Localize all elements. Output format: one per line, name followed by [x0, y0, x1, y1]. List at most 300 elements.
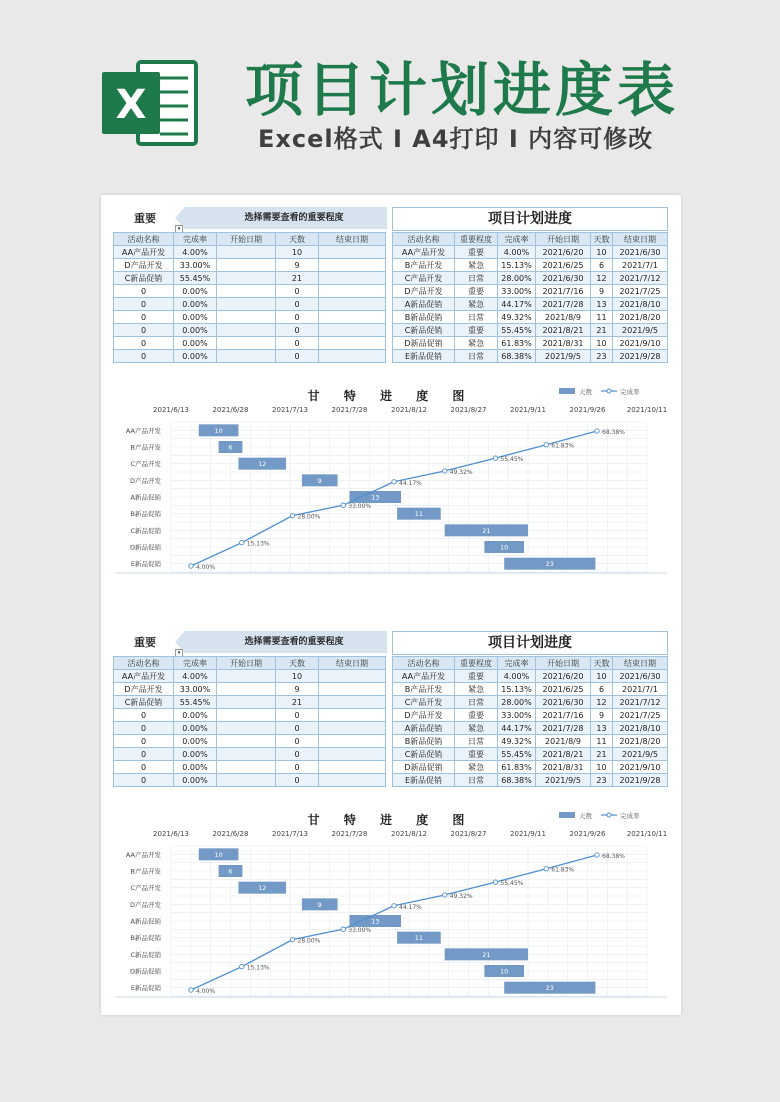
table-cell[interactable]: 2021/8/10 [613, 298, 668, 311]
table-cell[interactable]: 0 [276, 722, 319, 735]
table-cell[interactable]: 2021/6/25 [536, 259, 591, 272]
table-cell[interactable]: 0 [114, 722, 174, 735]
table-cell[interactable]: 55.45% [498, 324, 536, 337]
table-cell[interactable]: C新品促销 [114, 696, 174, 709]
table-cell[interactable]: 33.00% [498, 285, 536, 298]
table-cell[interactable] [319, 709, 386, 722]
table-cell[interactable] [217, 272, 276, 285]
table-cell[interactable]: 2021/7/28 [536, 298, 591, 311]
table-cell[interactable]: B新品促销 [393, 735, 455, 748]
table-cell[interactable]: A新品促销 [393, 722, 455, 735]
x-tick-label: 2021/6/13 [153, 406, 189, 414]
table-row [114, 324, 386, 337]
gantt-bar-days-label: 23 [545, 984, 554, 993]
table-row [114, 285, 386, 298]
table-cell[interactable] [319, 324, 386, 337]
column-header: 开始日期 [217, 657, 276, 670]
table-cell[interactable]: 0.00% [174, 311, 217, 324]
table-cell[interactable]: 重要 [455, 324, 498, 337]
y-category-label: C产品开发 [130, 884, 161, 893]
table-cell[interactable]: 0 [114, 761, 174, 774]
table-cell[interactable] [217, 298, 276, 311]
table-cell[interactable]: 15.13% [498, 683, 536, 696]
page-title: 项目计划进度表 [245, 56, 680, 124]
completion-label: 33.00% [348, 503, 372, 511]
table-cell[interactable]: 2021/8/20 [613, 735, 668, 748]
table-cell[interactable]: 21 [591, 748, 613, 761]
table-cell[interactable] [217, 774, 276, 787]
table-cell[interactable]: 2021/6/30 [536, 272, 591, 285]
table-cell[interactable]: AA产品开发 [393, 670, 455, 683]
table-cell[interactable] [217, 735, 276, 748]
table-cell[interactable]: 0 [276, 761, 319, 774]
table-cell[interactable] [217, 696, 276, 709]
table-cell[interactable]: 0.00% [174, 298, 217, 311]
table-cell[interactable]: 0 [114, 324, 174, 337]
table-cell[interactable]: 重要 [455, 246, 498, 259]
table-cell[interactable]: 55.45% [174, 272, 217, 285]
selector-banner-text: 选择需要查看的重要程度 [244, 637, 344, 647]
table-row [393, 761, 668, 774]
table-cell[interactable]: 9 [276, 259, 319, 272]
column-header: 结束日期 [613, 657, 668, 670]
page-subtitle: Excel格式 I A4打印 I 内容可修改 [258, 125, 654, 153]
completion-label: 4.00% [196, 988, 216, 995]
table-cell[interactable]: D新品促销 [393, 337, 455, 350]
table-cell[interactable]: 0.00% [174, 748, 217, 761]
table-cell[interactable]: 0 [114, 285, 174, 298]
table-cell[interactable]: 33.00% [174, 259, 217, 272]
table-cell[interactable] [319, 761, 386, 774]
table-cell[interactable]: 紧急 [455, 259, 498, 272]
table-row [114, 259, 386, 272]
y-category-label: C新品促销 [130, 950, 161, 959]
table-cell[interactable]: 2021/9/10 [613, 337, 668, 350]
completion-point [392, 904, 396, 908]
table-cell[interactable]: D产品开发 [114, 683, 174, 696]
selector-banner-text: 选择需要查看的重要程度 [244, 213, 344, 223]
table-cell[interactable]: 2021/8/31 [536, 761, 591, 774]
table-cell[interactable] [319, 298, 386, 311]
completion-label: 55.45% [500, 880, 524, 888]
table-cell[interactable]: 33.00% [498, 709, 536, 722]
table-cell[interactable] [319, 774, 386, 787]
table-cell[interactable] [319, 748, 386, 761]
table-cell[interactable] [319, 735, 386, 748]
table-cell[interactable]: 2021/6/20 [536, 246, 591, 259]
completion-label: 15.13% [246, 540, 270, 548]
y-category-label: D新品促销 [129, 543, 161, 552]
table-cell[interactable]: 重要 [455, 285, 498, 298]
table-cell[interactable]: 2021/7/12 [613, 272, 668, 285]
table-cell[interactable]: 44.17% [498, 722, 536, 735]
table-cell[interactable]: 紧急 [455, 683, 498, 696]
table-cell[interactable]: 49.32% [498, 735, 536, 748]
table-cell[interactable]: 28.00% [498, 696, 536, 709]
table-cell[interactable] [319, 696, 386, 709]
table-row [393, 285, 668, 298]
table-cell[interactable]: 2021/8/10 [613, 722, 668, 735]
y-category-label: B新品促销 [130, 934, 161, 943]
table-cell[interactable]: 2021/8/9 [536, 311, 591, 324]
table-cell[interactable]: 15.13% [498, 259, 536, 272]
logo-letter: X [115, 82, 147, 128]
completion-label: 33.00% [348, 927, 372, 935]
table-cell[interactable]: 2021/7/25 [613, 285, 668, 298]
completion-point [544, 867, 548, 871]
table-row [393, 670, 668, 683]
legend-bar-label: 天数 [579, 388, 592, 396]
table-cell[interactable]: 0 [276, 285, 319, 298]
table-cell[interactable]: 0 [276, 324, 319, 337]
table-cell[interactable]: 日常 [455, 774, 498, 787]
table-cell[interactable] [217, 285, 276, 298]
legend-bar-swatch [559, 388, 575, 394]
filtered-activity-table [113, 656, 386, 787]
table-cell[interactable]: 2021/6/30 [613, 246, 668, 259]
table-cell[interactable]: 2021/7/25 [613, 709, 668, 722]
filtered-activity-table [113, 232, 386, 363]
table-cell[interactable]: 61.83% [498, 761, 536, 774]
table-cell[interactable]: AA产品开发 [114, 246, 174, 259]
column-header: 天数 [591, 657, 613, 670]
table-cell[interactable]: 9 [591, 285, 613, 298]
completion-point [544, 443, 548, 447]
table-cell[interactable]: 日常 [455, 311, 498, 324]
table-row [114, 761, 386, 774]
table-row [114, 272, 386, 285]
table-cell[interactable]: 33.00% [174, 683, 217, 696]
y-category-label: B产品开发 [130, 443, 161, 452]
table-row [393, 683, 668, 696]
table-cell[interactable]: E新品促销 [393, 350, 455, 363]
table-cell[interactable]: 10 [276, 670, 319, 683]
table-header-row [393, 233, 668, 246]
table-cell[interactable]: 0 [276, 735, 319, 748]
table-cell[interactable]: 4.00% [174, 670, 217, 683]
table-cell[interactable]: 0 [114, 735, 174, 748]
table-cell[interactable]: 重要 [455, 709, 498, 722]
table-cell[interactable]: 23 [591, 350, 613, 363]
table-cell[interactable]: 2021/9/5 [536, 350, 591, 363]
table-cell[interactable] [319, 246, 386, 259]
table-cell[interactable] [319, 259, 386, 272]
block-2 [101, 619, 681, 1019]
table-row [114, 298, 386, 311]
completion-point [595, 853, 599, 857]
table-cell[interactable]: 2021/6/30 [613, 670, 668, 683]
table-cell[interactable] [319, 350, 386, 363]
table-cell[interactable]: 0 [114, 709, 174, 722]
table-cell[interactable]: 0 [276, 311, 319, 324]
table-cell[interactable]: C新品促销 [393, 748, 455, 761]
table-cell[interactable]: 12 [591, 696, 613, 709]
table-cell[interactable] [217, 311, 276, 324]
table-cell[interactable]: 0 [114, 298, 174, 311]
table-cell[interactable]: 49.32% [498, 311, 536, 324]
table-cell[interactable]: 2021/7/28 [536, 722, 591, 735]
completion-label: 44.17% [399, 479, 422, 487]
completion-point [240, 540, 244, 544]
table-cell[interactable]: 0.00% [174, 774, 217, 787]
completion-point [443, 469, 447, 473]
legend-line-marker [607, 389, 611, 393]
table-cell[interactable]: 紧急 [455, 761, 498, 774]
table-cell[interactable]: 2021/8/21 [536, 748, 591, 761]
table-cell[interactable]: E新品促销 [393, 774, 455, 787]
table-cell[interactable]: A新品促销 [393, 298, 455, 311]
table-cell[interactable]: 23 [591, 774, 613, 787]
table-cell[interactable] [319, 285, 386, 298]
table-cell[interactable]: 44.17% [498, 298, 536, 311]
table-cell[interactable]: 10 [591, 246, 613, 259]
importance-dropdown[interactable]: ▾ [175, 225, 183, 233]
x-tick-label: 2021/10/11 [626, 406, 668, 414]
completion-point [290, 937, 294, 941]
table-cell[interactable]: 12 [591, 272, 613, 285]
table-cell[interactable]: C新品促销 [393, 324, 455, 337]
table-cell[interactable]: 4.00% [174, 246, 217, 259]
table-cell[interactable]: AA产品开发 [114, 670, 174, 683]
table-cell[interactable]: 0.00% [174, 709, 217, 722]
table-cell[interactable] [319, 337, 386, 350]
table-cell[interactable]: 6 [591, 259, 613, 272]
gantt-bar-days-label: 13 [371, 917, 380, 926]
table-cell[interactable] [217, 337, 276, 350]
table-cell[interactable]: 2021/8/9 [536, 735, 591, 748]
table-cell[interactable] [319, 683, 386, 696]
table-cell[interactable]: 21 [591, 324, 613, 337]
table-cell[interactable]: 2021/7/16 [536, 285, 591, 298]
table-cell[interactable]: 2021/9/5 [613, 324, 668, 337]
gantt-bar-days-label: 12 [258, 460, 267, 469]
column-header: 结束日期 [319, 233, 386, 246]
table-cell[interactable]: 0 [114, 337, 174, 350]
table-cell[interactable]: 13 [591, 722, 613, 735]
table-cell[interactable]: 55.45% [498, 748, 536, 761]
table-cell[interactable]: 2021/6/20 [536, 670, 591, 683]
table-cell[interactable]: 55.45% [174, 696, 217, 709]
table-cell[interactable] [217, 683, 276, 696]
table-cell[interactable]: 紧急 [455, 337, 498, 350]
table-cell[interactable]: 21 [276, 272, 319, 285]
table-cell[interactable]: 0 [114, 311, 174, 324]
table-cell[interactable]: 68.38% [498, 774, 536, 787]
table-cell[interactable]: 0.00% [174, 735, 217, 748]
table-row [393, 324, 668, 337]
table-cell[interactable]: 0 [276, 337, 319, 350]
table-cell[interactable] [217, 324, 276, 337]
completion-label: 55.45% [500, 456, 524, 464]
x-tick-label: 2021/10/11 [626, 830, 668, 838]
table-cell[interactable] [217, 748, 276, 761]
column-header: 完成率 [498, 233, 536, 246]
table-cell[interactable]: 4.00% [498, 670, 536, 683]
table-cell[interactable] [217, 670, 276, 683]
table-cell[interactable] [217, 709, 276, 722]
table-cell[interactable]: 0 [276, 350, 319, 363]
table-cell[interactable]: 2021/9/5 [613, 748, 668, 761]
table-cell[interactable]: 6 [591, 683, 613, 696]
completion-point [392, 480, 396, 484]
table-cell[interactable]: 0 [114, 350, 174, 363]
gantt-bar-days-label: 10 [500, 543, 509, 552]
table-cell[interactable] [319, 311, 386, 324]
table-cell[interactable]: C产品开发 [393, 696, 455, 709]
table-cell[interactable]: 2021/6/30 [536, 696, 591, 709]
table-cell[interactable]: 0.00% [174, 285, 217, 298]
x-tick-label: 2021/8/12 [391, 406, 427, 414]
table-cell[interactable]: 2021/8/20 [613, 311, 668, 324]
table-cell[interactable]: AA产品开发 [393, 246, 455, 259]
table-cell[interactable]: 2021/7/16 [536, 709, 591, 722]
table-cell[interactable]: 日常 [455, 350, 498, 363]
column-header: 开始日期 [536, 657, 591, 670]
legend-bar-swatch [559, 812, 575, 818]
table-cell[interactable]: B新品促销 [393, 311, 455, 324]
table-cell[interactable]: 10 [276, 246, 319, 259]
table-row [114, 670, 386, 683]
table-cell[interactable]: 重要 [455, 748, 498, 761]
y-category-label: B新品促销 [130, 510, 161, 519]
x-tick-label: 2021/8/12 [391, 830, 427, 838]
table-cell[interactable] [217, 761, 276, 774]
gantt-bar-days-label: 11 [414, 934, 424, 943]
table-cell[interactable]: 2021/9/5 [536, 774, 591, 787]
table-cell[interactable]: B产品开发 [393, 683, 455, 696]
excel-logo-icon [100, 58, 200, 148]
column-header: 活动名称 [393, 233, 455, 246]
table-row [393, 722, 668, 735]
table-cell[interactable]: 日常 [455, 272, 498, 285]
table-cell[interactable]: C新品促销 [114, 272, 174, 285]
table-cell[interactable]: 10 [591, 761, 613, 774]
table-cell[interactable]: 11 [591, 735, 613, 748]
table-cell[interactable]: 9 [276, 683, 319, 696]
completion-label: 49.32% [449, 892, 473, 900]
table-cell[interactable]: 0.00% [174, 722, 217, 735]
table-cell[interactable]: C产品开发 [393, 272, 455, 285]
table-cell[interactable]: 2021/7/12 [613, 696, 668, 709]
table-cell[interactable]: 0.00% [174, 350, 217, 363]
x-tick-label: 2021/7/28 [331, 830, 368, 838]
y-category-label: AA产品开发 [125, 850, 161, 859]
table-cell[interactable]: 11 [591, 311, 613, 324]
table-cell[interactable]: 2021/9/28 [613, 774, 668, 787]
table-cell[interactable]: 0.00% [174, 337, 217, 350]
gantt-chart [101, 380, 681, 580]
table-cell[interactable]: 2021/7/1 [613, 259, 668, 272]
table-cell[interactable]: 4.00% [498, 246, 536, 259]
table-cell[interactable]: 28.00% [498, 272, 536, 285]
column-header: 重要程度 [455, 233, 498, 246]
block-1 [101, 195, 681, 595]
table-cell[interactable] [217, 350, 276, 363]
table-cell[interactable]: 0.00% [174, 324, 217, 337]
y-category-label: AA产品开发 [125, 426, 161, 435]
table-row [114, 246, 386, 259]
table-cell[interactable]: 0 [114, 748, 174, 761]
table-cell[interactable]: 紧急 [455, 298, 498, 311]
table-cell[interactable]: 13 [591, 298, 613, 311]
table-cell[interactable]: 2021/7/1 [613, 683, 668, 696]
table-cell[interactable]: D产品开发 [393, 285, 455, 298]
table-cell[interactable]: 61.83% [498, 337, 536, 350]
table-row [114, 774, 386, 787]
table-cell[interactable] [217, 722, 276, 735]
table-cell[interactable]: 9 [591, 709, 613, 722]
gantt-bar-days-label: 11 [414, 510, 424, 519]
table-cell[interactable]: 0.00% [174, 761, 217, 774]
table-header-row [114, 233, 386, 246]
completion-label: 61.83% [551, 442, 575, 450]
table-cell[interactable]: 日常 [455, 696, 498, 709]
x-tick-label: 2021/7/13 [272, 406, 308, 414]
table-cell[interactable] [217, 246, 276, 259]
table-row [393, 311, 668, 324]
gantt-bar-days-label: 10 [214, 850, 223, 859]
column-header: 完成率 [498, 657, 536, 670]
table-row [393, 298, 668, 311]
table-row [393, 259, 668, 272]
table-cell[interactable] [319, 272, 386, 285]
table-cell[interactable]: 0 [276, 298, 319, 311]
legend-line-label: 完成率 [620, 388, 640, 396]
column-header: 完成率 [174, 657, 217, 670]
table-header-row [114, 657, 386, 670]
table-row [393, 246, 668, 259]
table-cell[interactable]: 2021/6/25 [536, 683, 591, 696]
completion-point [341, 503, 345, 507]
column-header: 重要程度 [455, 657, 498, 670]
table-cell[interactable]: 0 [276, 774, 319, 787]
table-cell[interactable]: 2021/8/21 [536, 324, 591, 337]
table-cell[interactable]: D产品开发 [393, 709, 455, 722]
table-cell[interactable]: 68.38% [498, 350, 536, 363]
table-cell[interactable]: 日常 [455, 735, 498, 748]
table-cell[interactable]: 10 [591, 337, 613, 350]
table-cell[interactable]: 10 [591, 670, 613, 683]
table-cell[interactable]: 21 [276, 696, 319, 709]
completion-label: 68.38% [602, 429, 625, 436]
table-cell[interactable]: D产品开发 [114, 259, 174, 272]
table-cell[interactable] [217, 259, 276, 272]
gantt-bar-days-label: 6 [228, 443, 233, 452]
table-row [393, 735, 668, 748]
gantt-bar-days-label: 9 [317, 476, 322, 485]
table-cell[interactable]: 2021/9/10 [613, 761, 668, 774]
importance-dropdown[interactable]: ▾ [175, 649, 183, 657]
table-cell[interactable]: B产品开发 [393, 259, 455, 272]
table-cell[interactable]: 0 [276, 709, 319, 722]
table-cell[interactable]: 2021/9/28 [613, 350, 668, 363]
table-row [393, 272, 668, 285]
gantt-chart-title: 甘 特 进 度 图 [307, 813, 475, 827]
table-cell[interactable]: 2021/8/31 [536, 337, 591, 350]
table-cell[interactable]: 紧急 [455, 722, 498, 735]
table-cell[interactable]: 重要 [455, 670, 498, 683]
table-row [114, 683, 386, 696]
table-row [114, 709, 386, 722]
table-cell[interactable]: 0 [114, 774, 174, 787]
table-cell[interactable]: 0 [276, 748, 319, 761]
column-header: 开始日期 [536, 233, 591, 246]
table-cell[interactable] [319, 670, 386, 683]
table-cell[interactable]: D新品促销 [393, 761, 455, 774]
gantt-bar-days-label: 23 [545, 560, 554, 569]
table-cell[interactable] [319, 722, 386, 735]
table-row [114, 311, 386, 324]
